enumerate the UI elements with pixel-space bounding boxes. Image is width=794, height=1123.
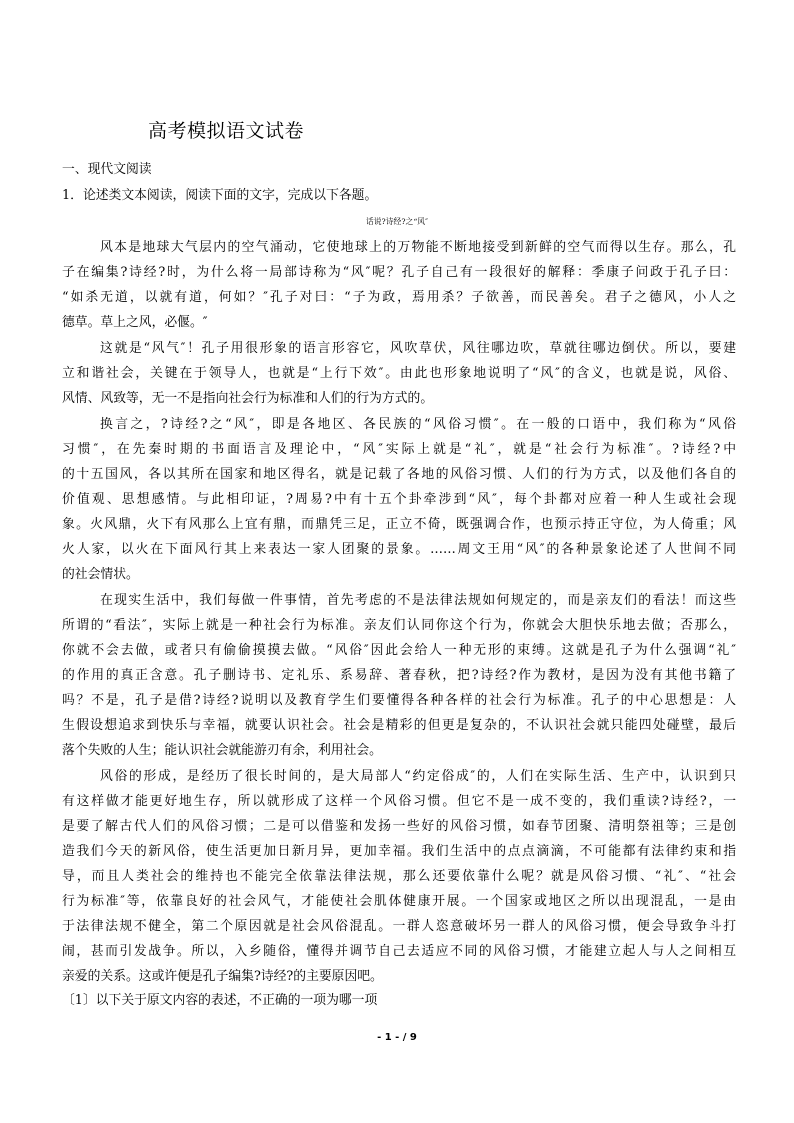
section-heading: 一、现代文阅读 [62,162,152,177]
text-line: 导，而且人类社会的维持也不能完全依靠法律法规，那么还要依靠什么呢？就是风俗习惯、“礼″、“社会 [62,869,736,884]
text-line: 火人家，以火在下面风行其上来表达一家人团聚的景象。……周文王用“风″的各种景象论述了人世间不同 [62,542,736,557]
text-line: 生假设想追求到快乐与幸福，就要认识社会。社会是精彩的但更是复杂的，不认识社会就只能四处碰壁，最后 [62,718,736,733]
text-line: 的作用的真正含意。孔子删诗书、定礼乐、系易辞、著春秋，把?诗经?作为教材，是因为没有其他书籍了 [62,668,736,683]
text-line: 习惯″，在先秦时期的书面语言及理论中，“风″实际上就是“礼″，就是“社会行为标准″。?诗经?中 [62,442,736,457]
text-line: 在现实生活中，我们每做一件事情，首先考虑的不是法律法规如何规定的，而是亲友们的看法！而这些 [100,593,736,608]
text-line: 行为标准″等，依靠良好的社会风气，才能使社会肌体健康开展。一个国家或地区之所以出现混乱，一是由 [62,894,736,909]
text-line: 你就不会去做，或者只有偷偷摸摸去做。“风俗″因此会给人一种无形的束缚。这就是孔子为什么强调“礼″ [62,643,736,658]
text-line: 所谓的“看法″，实际上就是一种社会行为标准。亲友们认同你这个行为，你就会大胆快乐地去做；否那么， [62,618,736,633]
page-title: 高考模拟语文试卷 [148,120,305,142]
text-line: 风本是地球大气层内的空气涌动，它使地球上的万物能不断地接受到新鲜的空气而得以生存。那么，孔 [100,240,736,255]
text-line: 吗？不是，孔子是借?诗经?说明以及教育学生们要懂得各种各样的社会行为标准。孔子的中心思想是：人 [62,693,736,708]
text-line: 换言之，?诗经?之“风″，即是各地区、各民族的“风俗习惯″。在一般的口语中，我们称为“风俗 [100,417,736,432]
text-line: 子在编集?诗经?时，为什么将一局部诗称为“风″呢？孔子自己有一段很好的解释：季康子问政于孔子曰： [62,265,736,280]
text-line: 亲爱的关系。这或许便是孔子编集?诗经?的主要原因吧。 [62,969,383,984]
article-title: 话说?诗经?之“风″ [365,217,429,226]
text-line: 是要了解古代人们的风俗习惯；二是可以借鉴和发扬一些好的风俗习惯，如春节团聚、清明祭祖等；三是创 [62,819,736,834]
text-line: 德草。草上之风，必偃。″ [62,315,208,330]
question-intro: 1．论述类文本阅读，阅读下面的文字，完成以下各题。 [62,188,378,203]
page-number: - 1 - / 9 [377,1032,417,1043]
text-line: 这就是“风气″！孔子用很形象的语言形容它，风吹草伏，风往哪边吹，草就往哪边倒伏。所以，要建 [100,341,736,356]
text-line: 闹，甚而引发战争。所以，入乡随俗，懂得并调节自己去适应不同的风俗习惯，才能建立起人与人之间相互 [62,944,736,959]
text-line: 价值观、思想感情。与此相印证，?周易?中有十五个卦牵涉到“风″，每个卦都对应着一种人生或社会现 [62,492,736,507]
text-line: 落个失败的人生；能认识社会就能游刃有余，利用社会。 [62,743,382,758]
text-line: 风俗的形成，是经历了很长时间的，是大局部人“约定俗成″的，人们在实际生活、生产中，认识到只 [100,769,736,784]
text-line: “如杀无道，以就有道，何如？″孔子对曰：“子为政，焉用杀？子欲善，而民善矣。君子之德风，小人之 [62,290,736,305]
text-line: 象。火风鼎，火下有风那么上宜有鼎，而鼎凭三足，正立不倚，既强调合作，也预示持正守位，为人倚重；风 [62,517,736,532]
text-line: 的社会情状。 [62,567,139,582]
text-line: 立和谐社会，关键在于领导人，也就是“上行下效″。由此也形象地说明了“风″的含义，也就是说，风俗、 [62,366,736,381]
text-line: 风情、风致等，无一不是指向社会行为标准和人们的行为方式的。 [62,391,434,406]
text-line: 造我们今天的新风俗，使生活更加日新月异，更加幸福。我们生活中的点点滴滴，不可能都有法律约束和指 [62,844,736,859]
text-line: 于法律法规不健全，第二个原因就是社会风俗混乱。一群人恣意破坏另一群人的风俗习惯，便会导致争斗打 [62,919,736,934]
text-line: 有这样做才能更好地生存，所以就形成了这样一个风俗习惯。但它不是一成不变的，我们重读?诗经?，一 [62,794,736,809]
text-line: 的十五国风，各以其所在国家和地区得名，就是记载了各地的风俗习惯、人们的行为方式，以及他们各自的 [62,467,736,482]
sub-question: 〔1〕以下关于原文内容的表述，不正确的一项为哪一项 [62,993,378,1008]
